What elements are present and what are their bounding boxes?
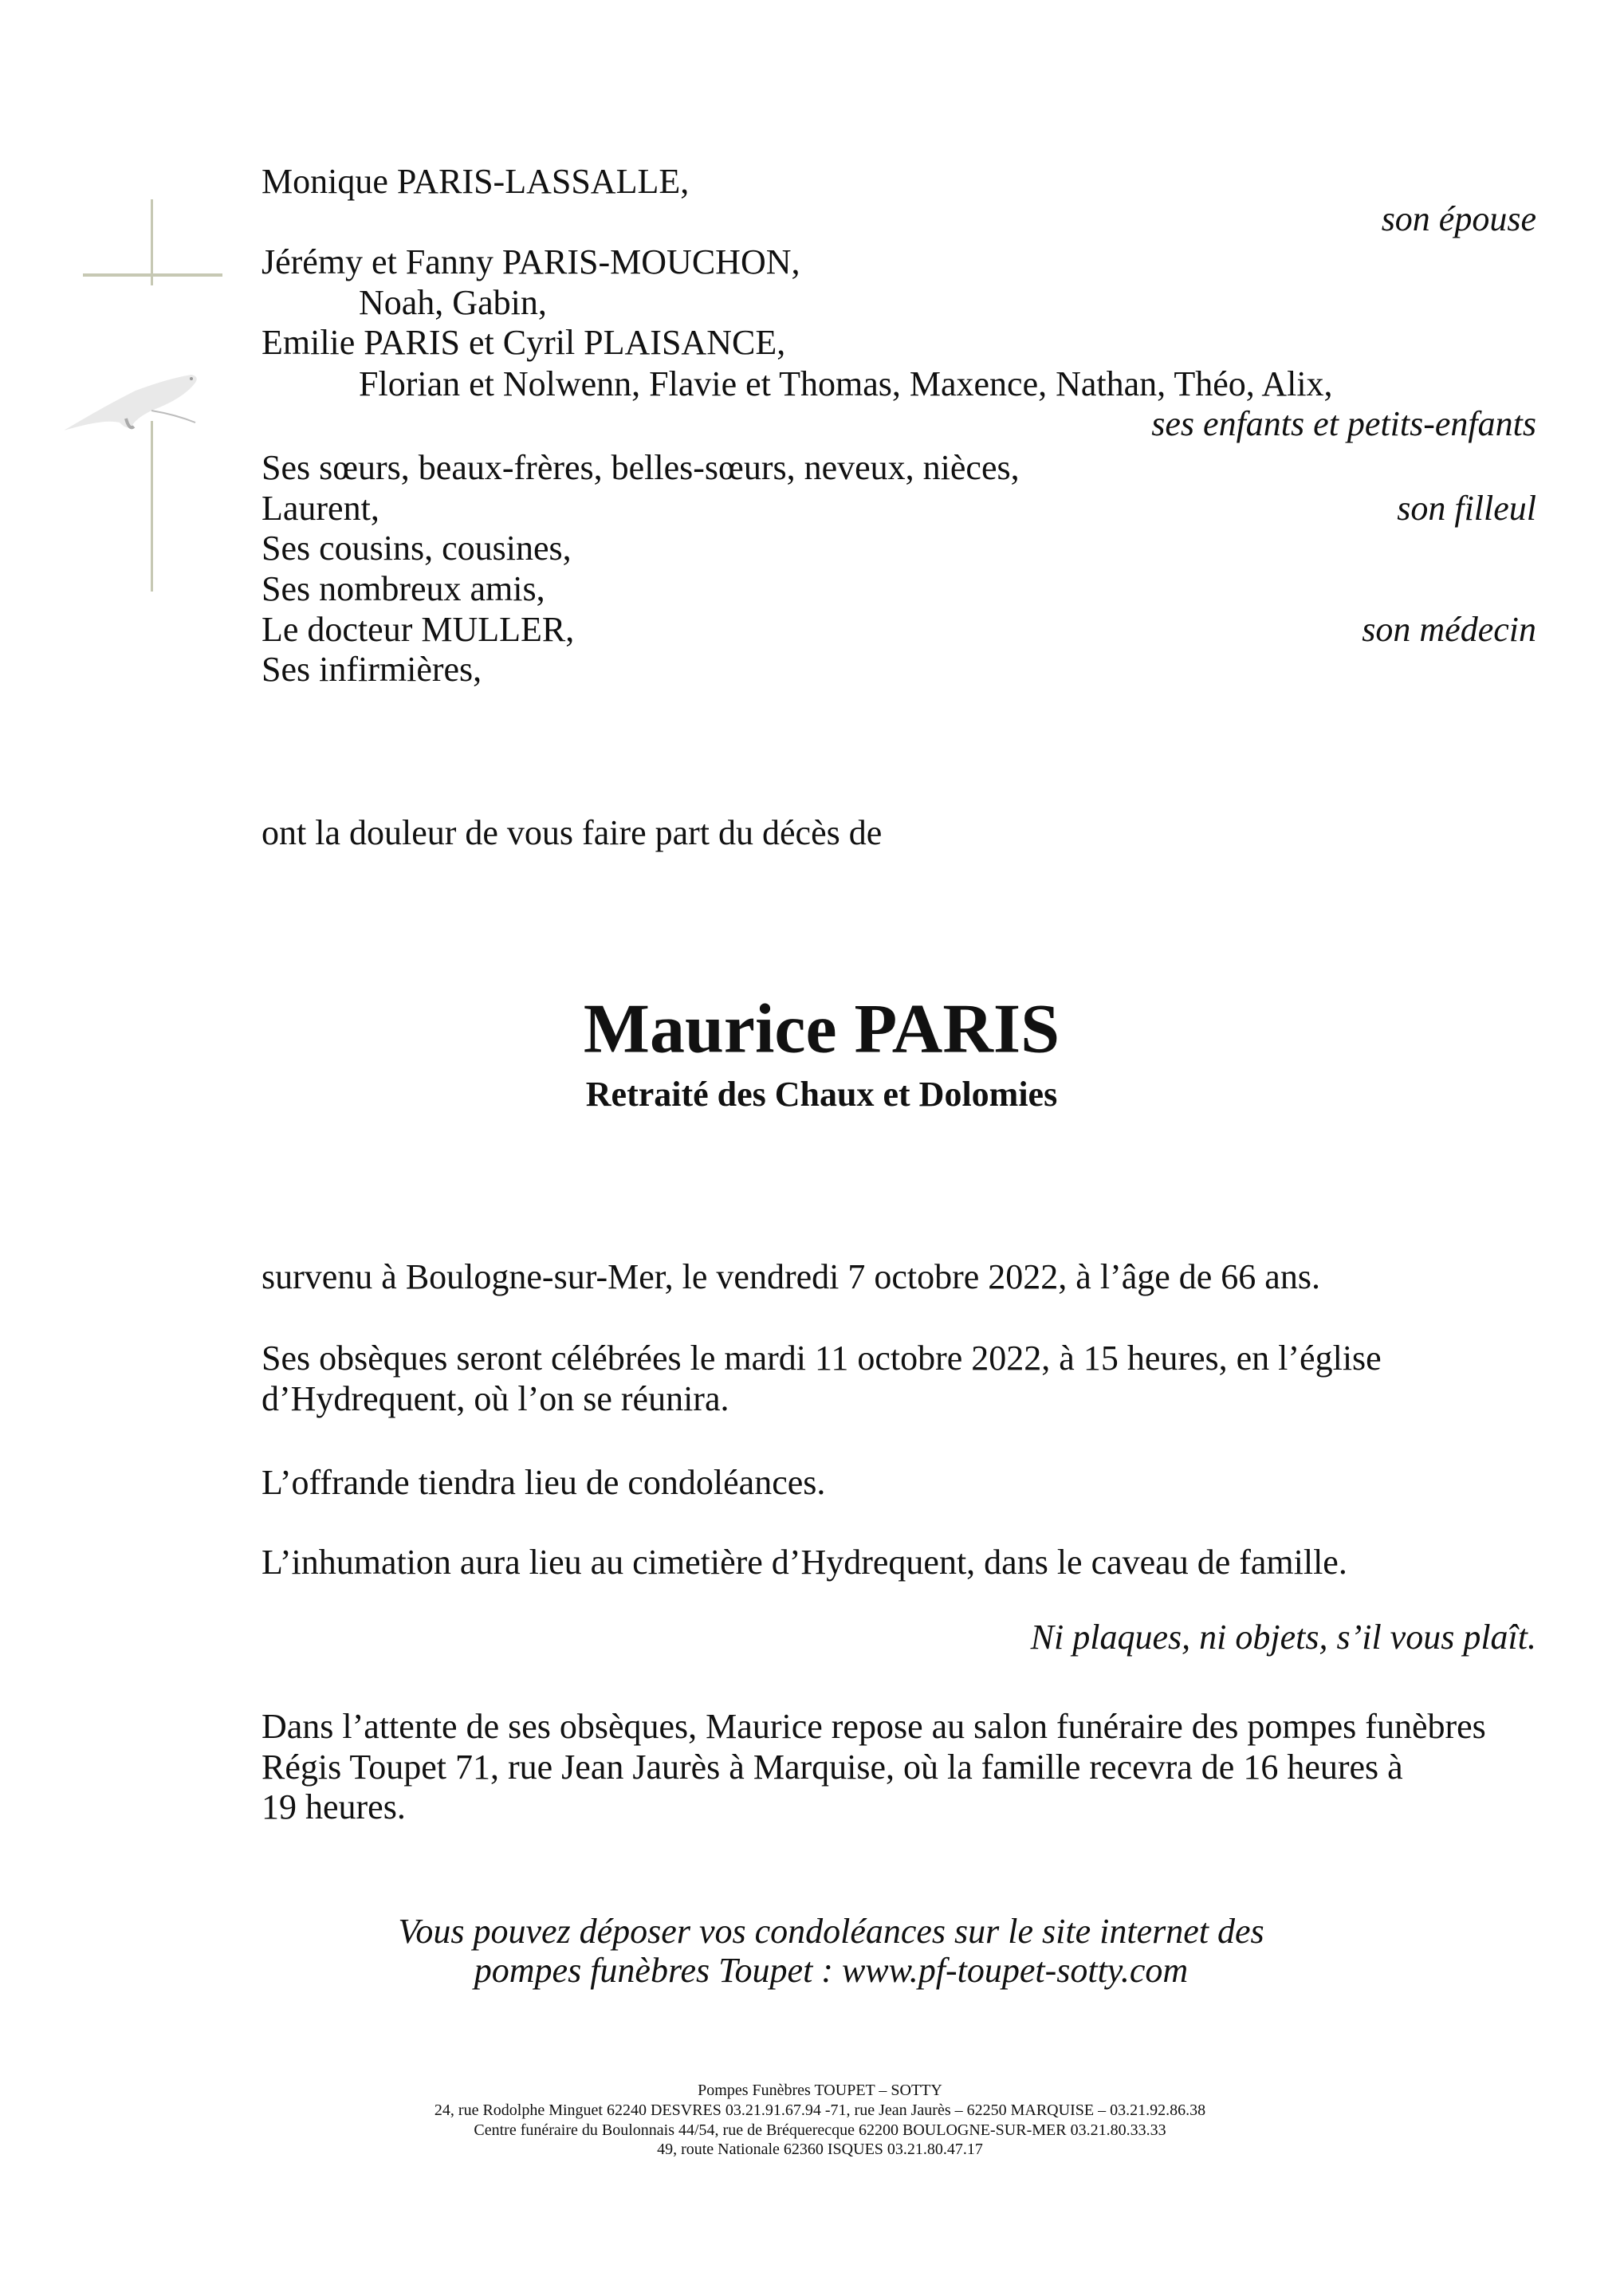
condolences-line-2: pompes funèbres Toupet : www.pf-toupet-sotty.com (474, 1950, 1189, 1990)
family-doctor: Le docteur MULLER, (261, 609, 575, 649)
footer-address-2: Centre funéraire du Boulonnais 44/54, rue de Bréquerecque 62200 BOULOGNE-SUR-MER 03.21.80.33.33 (474, 2121, 1166, 2139)
footer-company: Pompes Funèbres TOUPET – SOTTY (698, 2082, 942, 2099)
cross-top-bar (151, 199, 153, 285)
deceased-subtitle: Retraité des Chaux et Dolomies (585, 1074, 1058, 1114)
rest-line-3: 19 heures. (261, 1787, 406, 1826)
footer-address-1: 24, rue Rodolphe Minguet 62240 DESVRES 03.21.91.67.94 -71, rue Jean Jaurès – 62250 MARQUISE – 03.21.92.86.38 (434, 2101, 1206, 2119)
deceased-name: Maurice PARIS (583, 990, 1060, 1068)
burial-text: L’inhumation aura lieu au cimetière d’Hydrequent, dans le caveau de famille. (261, 1542, 1347, 1582)
label-doctor: son médecin (1362, 609, 1536, 649)
family-spouse: Monique PARIS-LASSALLE, (261, 161, 690, 201)
family-grandchildren-1: Noah, Gabin, (359, 282, 547, 322)
no-plaques-text: Ni plaques, ni objets, s’il vous plaît. (1030, 1617, 1536, 1657)
condolences-line-1: Vous pouvez déposer vos condoléances sur le site internet des (398, 1911, 1264, 1951)
label-spouse: son épouse (1381, 199, 1536, 238)
death-details: survenu à Boulogne-sur-Mer, le vendredi 7 octobre 2022, à l’âge de 66 ans. (261, 1256, 1320, 1296)
family-godson: Laurent, (261, 488, 379, 528)
family-friends: Ses nombreux amis, (261, 568, 545, 608)
offering-text: L’offrande tiendra lieu de condoléances. (261, 1462, 826, 1502)
family-grandchildren-2: Florian et Nolwenn, Flavie et Thomas, Maxence, Nathan, Théo, Alix, (359, 364, 1333, 403)
dove-icon (56, 343, 215, 446)
funeral-line-2: d’Hydrequent, où l’on se réunira. (261, 1378, 729, 1418)
rest-line-1: Dans l’attente de ses obsèques, Maurice repose au salon funéraire des pompes funèbres (261, 1706, 1486, 1746)
footer-address-3: 49, route Nationale 62360 ISQUES 03.21.80.47.17 (657, 2141, 983, 2158)
family-child-1: Jérémy et Fanny PARIS-MOUCHON, (261, 242, 800, 281)
cross-arm (83, 273, 222, 277)
cross-lower-bar (151, 421, 153, 592)
label-godson: son filleul (1397, 488, 1536, 528)
family-child-2: Emilie PARIS et Cyril PLAISANCE, (261, 322, 786, 362)
announcement-text: ont la douleur de vous faire part du décès de (261, 812, 883, 852)
rest-line-2: Régis Toupet 71, rue Jean Jaurès à Marquise, où la famille recevra de 16 heures à (261, 1747, 1403, 1787)
family-siblings: Ses sœurs, beaux-frères, belles-sœurs, neveux, nièces, (261, 447, 1020, 487)
label-children: ses enfants et petits-enfants (1151, 403, 1536, 443)
family-nurses: Ses infirmières, (261, 649, 482, 689)
funeral-line-1: Ses obsèques seront célébrées le mardi 11 octobre 2022, à 15 heures, en l’église (261, 1338, 1382, 1378)
family-cousins: Ses cousins, cousines, (261, 528, 572, 568)
